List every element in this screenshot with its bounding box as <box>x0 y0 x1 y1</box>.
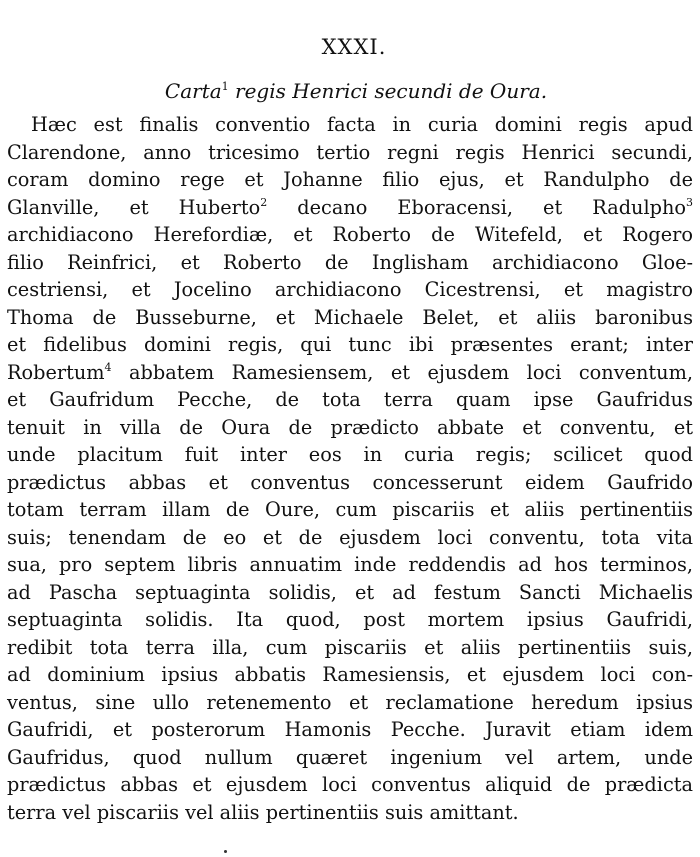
text-segment: septuaginta solidis. Ita quod, post mortem ipsius Gaufridi, <box>7 608 693 631</box>
text-line-20 <box>7 634 693 662</box>
text-segment: prædictus abbas et ejusdem loci conventus aliquid de prædicta <box>7 773 693 796</box>
text-segment: Robertum <box>7 360 105 384</box>
text-line-16 <box>7 524 693 552</box>
text-line-7 <box>7 276 693 304</box>
footnote-marker-2: 2 <box>260 195 268 209</box>
text-segment: cestriensi, et Jocelino archidiacono Cicestrensi, et magistro <box>7 278 693 301</box>
text-segment: Clarendone, anno tricesimo tertio regni regis Henrici secundi, <box>7 140 693 164</box>
text-segment: tenuit in villa de Oura de prædicto abbate et conventu, et <box>7 415 693 439</box>
text-segment: coram domino rege et Johanne filio ejus, et Randulpho de <box>7 168 693 191</box>
text-segment: prædictus abbas et conventus concesserunt eidem Gaufrido <box>7 470 693 494</box>
charter-title <box>0 78 700 104</box>
chapter-number: XXXI. <box>321 35 387 59</box>
ink-speck <box>224 850 227 853</box>
text-line-5 <box>7 221 693 249</box>
footnote-marker-4: 4 <box>104 360 112 374</box>
text-line-2 <box>7 139 693 167</box>
text-line-17 <box>7 551 693 579</box>
text-segment: Gaufridus, quod nullum quæret ingenium vel artem, unde <box>7 745 693 769</box>
text-line-24 <box>7 744 693 772</box>
title-text-end: regis Henrici secundi de Oura. <box>228 79 548 103</box>
text-segment: suis; tenendam de eo et de ejusdem loci conventu, tota vita <box>7 525 693 549</box>
text-line-13 <box>7 441 693 469</box>
text-segment: ventus, sine ullo retenemento et reclamatione heredum ipsius <box>7 690 693 714</box>
text-segment: Gaufridi, et posterorum Hamonis Pecche. Juravit etiam idem <box>7 718 693 741</box>
text-line-22 <box>7 689 693 717</box>
text-line-9 <box>7 331 693 359</box>
text-segment: abbatem Ramesiensem, et ejusdem loci conventum, <box>111 360 693 384</box>
text-line-4 <box>7 194 693 222</box>
text-segment: unde placitum fuit inter eos in curia regis; scilicet quod <box>7 443 693 466</box>
text-segment: archidiacono Herefordiæ, et Roberto de Witefeld, et Rogero <box>7 223 693 246</box>
text-line-11 <box>7 386 693 414</box>
text-line-15 <box>7 496 693 524</box>
text-segment: et fidelibus domini regis, qui tunc ibi præsentes erant; inter <box>7 333 693 356</box>
text-line-26 <box>7 799 693 827</box>
text-segment: decano Eboracensi, et Radulpho <box>267 195 687 219</box>
text-line-8 <box>7 304 693 332</box>
text-line-12 <box>7 414 693 442</box>
text-segment: filio Reinfrici, et Roberto de Inglisham archidiacono Gloe- <box>7 250 693 274</box>
charter-body <box>7 111 693 826</box>
title-text-start: Carta <box>164 79 222 103</box>
text-segment: totam terram illam de Oure, cum piscariis et aliis pertinentiis <box>7 498 693 521</box>
text-line-14 <box>7 469 693 497</box>
text-segment: redibit tota terra illa, cum piscariis et aliis pertinentiis suis, <box>7 635 693 659</box>
text-segment: Glanville, et Huberto <box>7 195 261 219</box>
text-segment: terra vel piscariis vel aliis pertinentiis suis amittant. <box>7 800 519 824</box>
text-line-6 <box>7 249 693 277</box>
text-line-21 <box>7 661 693 689</box>
text-line-10 <box>7 359 693 387</box>
text-segment: Hæc est finalis conventio facta in curia domini regis apud <box>31 113 693 136</box>
text-line-19 <box>7 606 693 634</box>
text-line-18 <box>7 579 693 607</box>
text-segment: Thoma de Busseburne, et Michaele Belet, et aliis baronibus <box>7 305 693 329</box>
text-segment: sua, pro septem libris annuatim inde reddendis ad hos terminos, <box>7 553 693 576</box>
text-segment: ad Pascha septuaginta solidis, et ad festum Sancti Michaelis <box>7 580 693 604</box>
footnote-marker-3: 3 <box>686 195 694 209</box>
text-line-25 <box>7 771 693 799</box>
text-line-1 <box>7 111 693 139</box>
footnote-marker-1: 1 <box>221 80 229 93</box>
text-line-23 <box>7 716 693 744</box>
text-segment: ad dominium ipsius abbatis Ramesiensis, et ejusdem loci con- <box>7 663 693 686</box>
text-segment: et Gaufridum Pecche, de tota terra quam ipse Gaufridus <box>7 388 693 411</box>
text-line-3 <box>7 166 693 194</box>
